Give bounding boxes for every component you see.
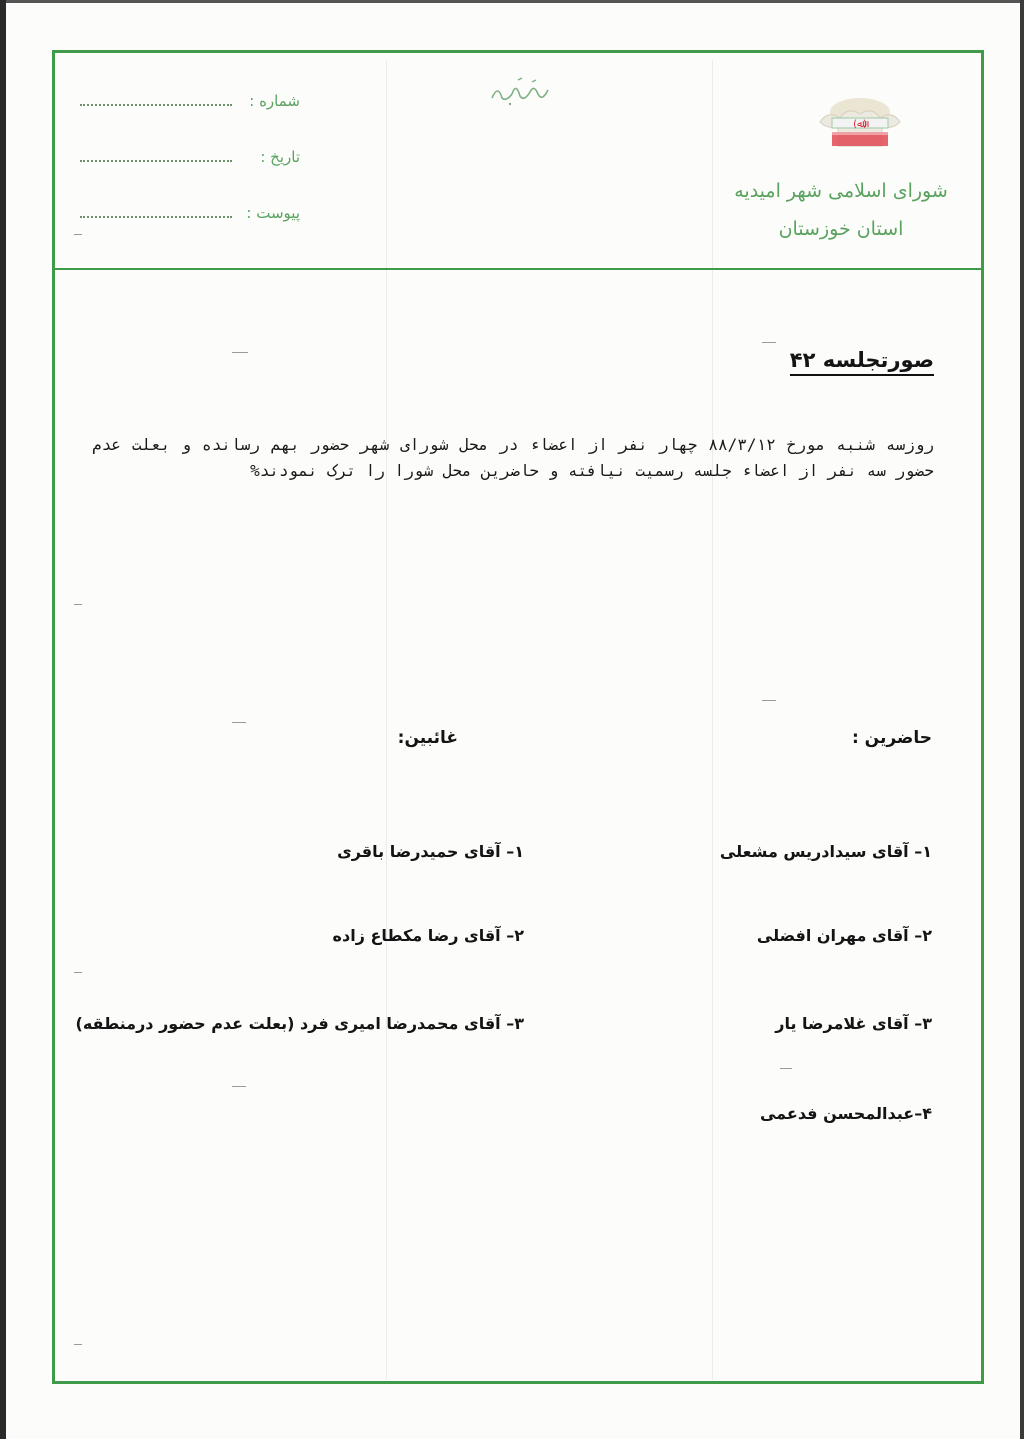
- minutes-title: صورتجلسه ۴۲: [790, 348, 934, 376]
- emblem-logo-icon: [812, 92, 908, 164]
- scan-speck: [762, 342, 776, 343]
- present-member-2: ۲– آقای مهران افضلی: [756, 926, 932, 945]
- scan-speck: [74, 604, 82, 605]
- organization-province: استان خوزستان: [778, 218, 904, 240]
- absent-member-2: ۲– آقای رضا مکطاع زاده: [332, 926, 524, 945]
- page-border: [52, 50, 984, 1384]
- date-label: تاریخ :: [260, 148, 300, 166]
- number-field: [80, 92, 300, 116]
- present-heading: حاضرین :: [851, 728, 932, 748]
- date-dotted-line: [80, 160, 232, 162]
- present-member-1: ۱– آقای سیدادریس مشعلی: [719, 842, 932, 861]
- present-member-3: ۳– آقای غلامرضا یار: [775, 1014, 932, 1033]
- scan-edge-right: [1020, 0, 1024, 1439]
- absent-member-3: ۳– آقای محمدرضا امیری فرد (بعلت عدم حضور درمنطقه): [75, 1014, 524, 1033]
- scan-speck: [232, 722, 246, 723]
- scan-speck: [780, 1068, 792, 1069]
- organization-name: شورای اسلامی شهر امیدیه: [734, 180, 948, 202]
- svg-text:(ﷲ): (ﷲ): [853, 119, 867, 130]
- scan-speck: [74, 972, 82, 973]
- attachment-label: پیوست :: [246, 204, 300, 222]
- scan-speck: [232, 352, 248, 353]
- attachment-dotted-line: [80, 216, 232, 218]
- scan-edge-left: [0, 0, 6, 1439]
- present-member-4: ۴–عبدالمحسن فدعمی: [759, 1104, 932, 1123]
- scan-speck: [232, 1086, 246, 1087]
- absent-member-1: ۱– آقای حمیدرضا باقری: [337, 842, 524, 861]
- scan-speck: [74, 1344, 82, 1345]
- header-divider: [52, 268, 984, 270]
- date-field: [80, 148, 300, 172]
- scan-edge-top: [0, 0, 1024, 3]
- minutes-body: روزسه شنبه مورخ ۸۸/۳/۱۲ چهار نفر از اعضاء در محل شورای شهر حضور بهم رسانده و بعلت عدم حضور سه نفر از اعضاء جلسه رسمیت نیافته و حاضرین محل شورا را ترک نمودند%: [92, 435, 935, 480]
- attachment-field: [80, 204, 300, 228]
- scan-speck: [74, 234, 82, 235]
- number-dotted-line: [80, 104, 232, 106]
- absent-heading: غائبین:: [397, 728, 458, 748]
- scan-speck: [762, 700, 776, 701]
- number-label: شماره :: [249, 92, 300, 110]
- basmala-calligraphy-icon: [488, 74, 552, 108]
